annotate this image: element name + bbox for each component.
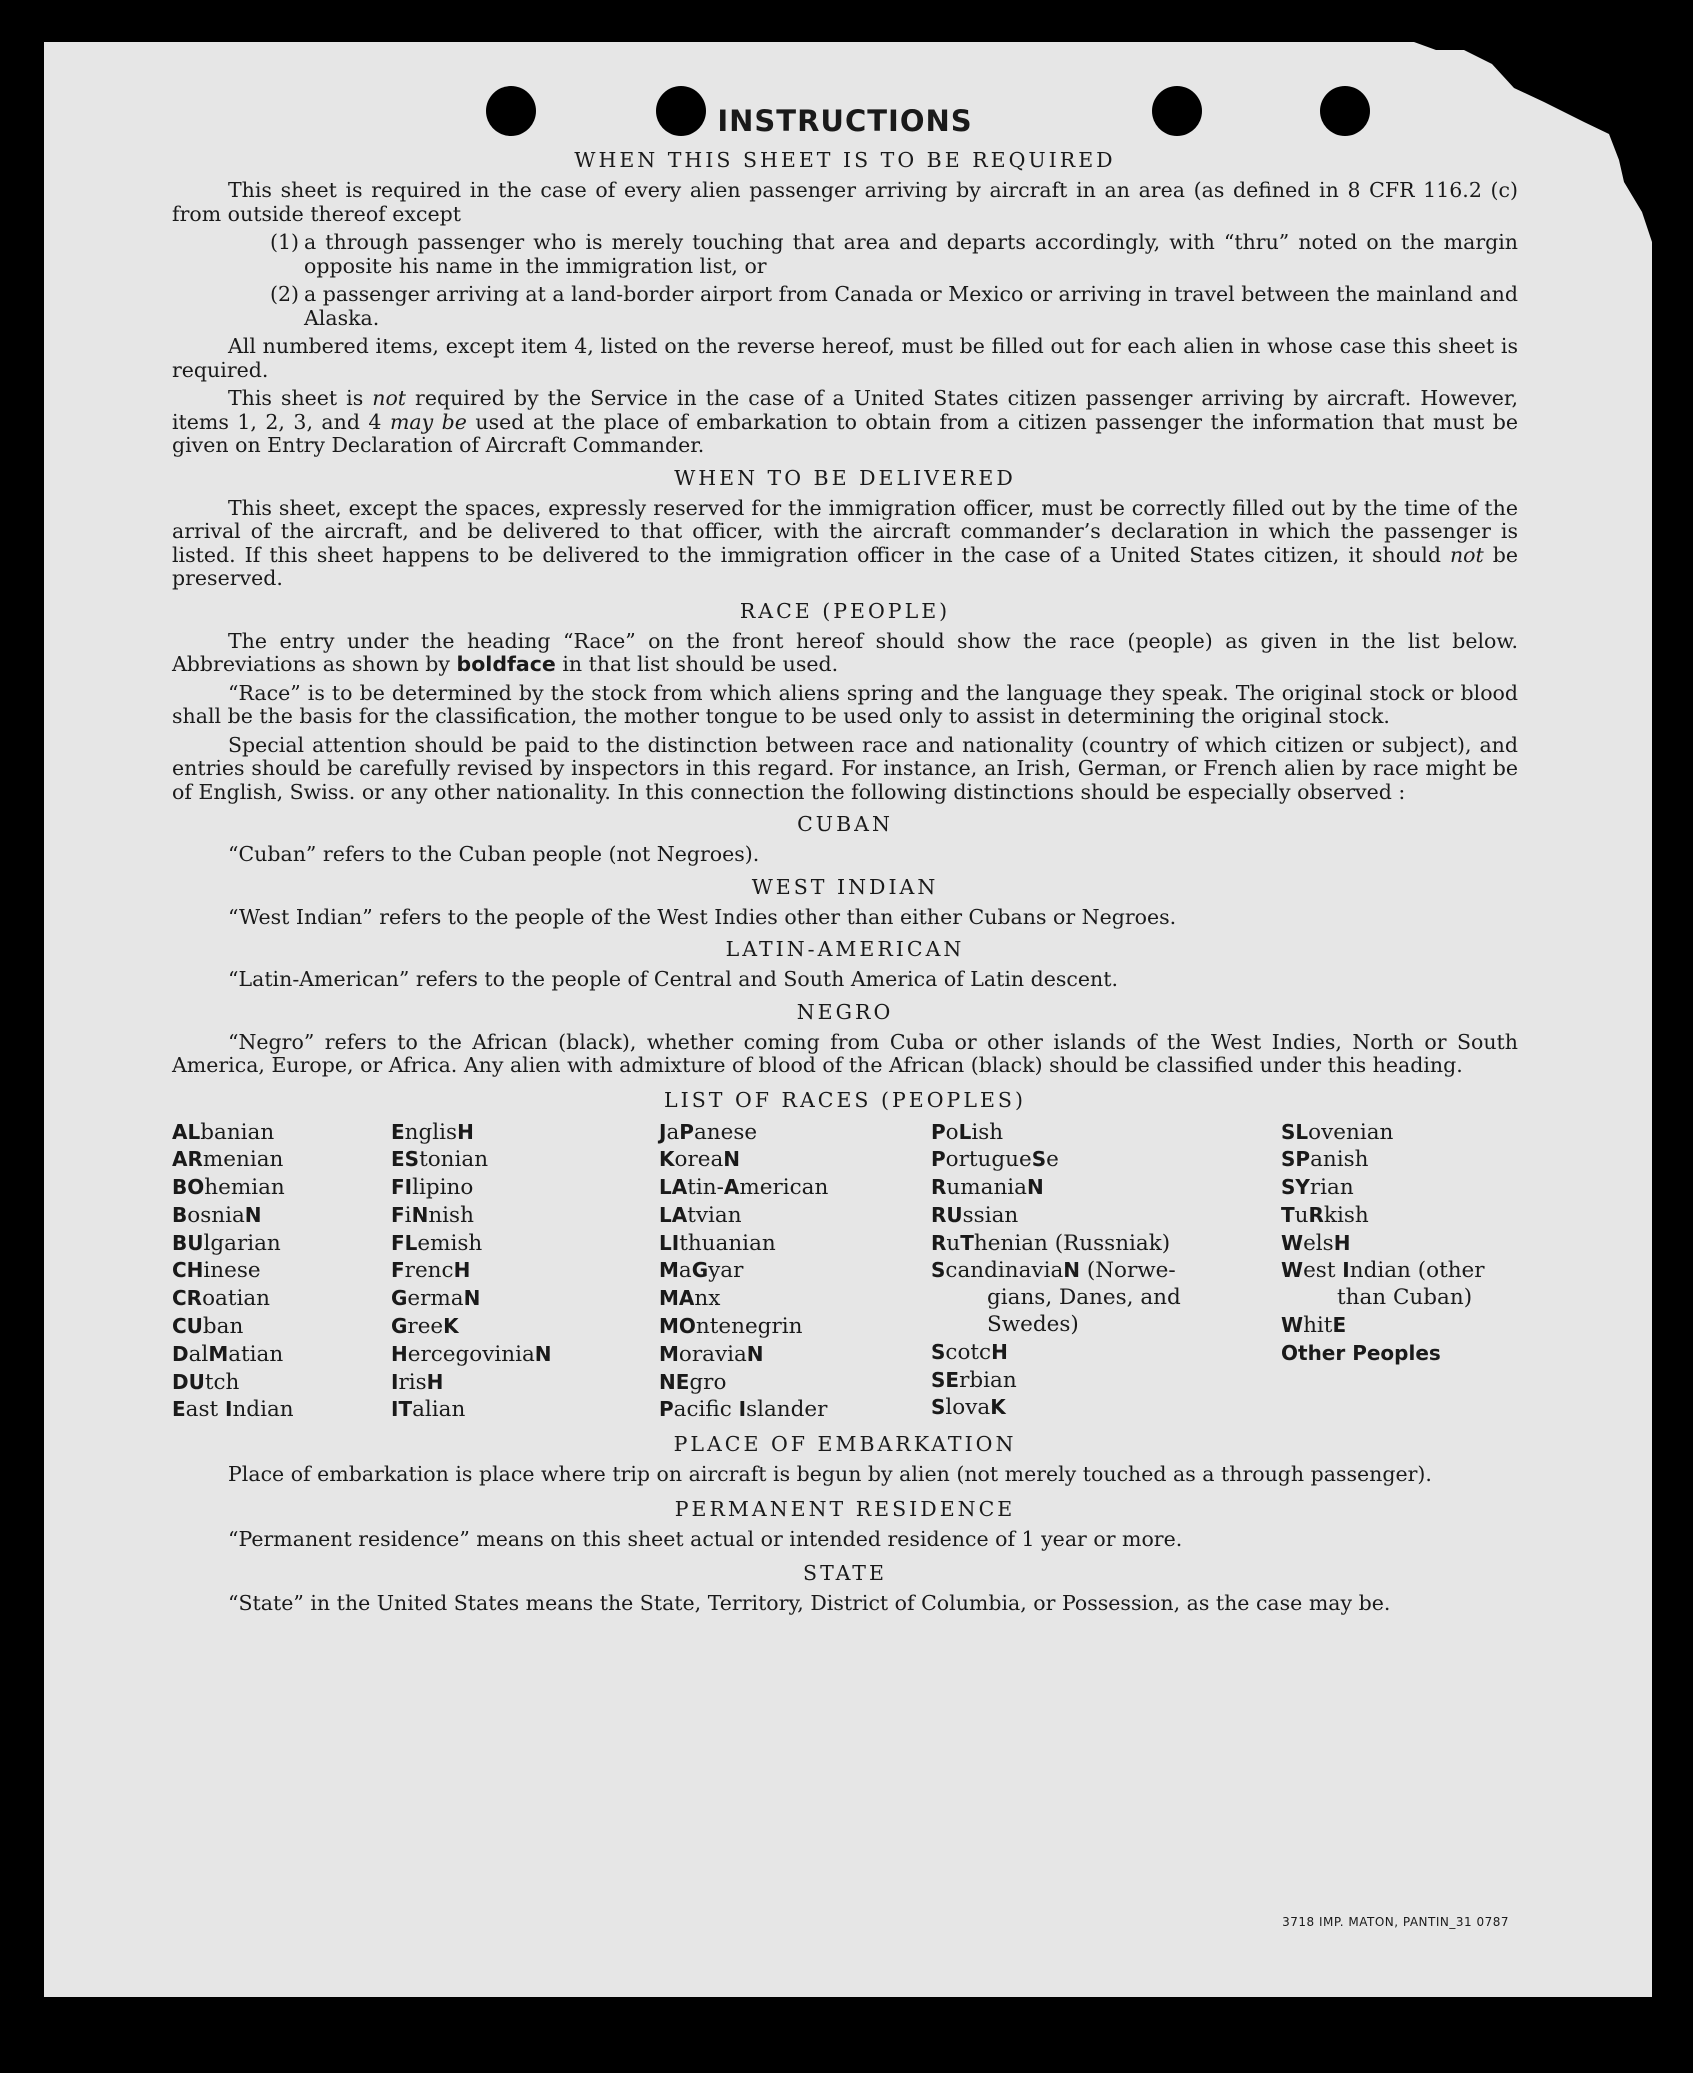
section-heading-race: RACE (PEOPLE): [739, 598, 951, 623]
race-entry: FLemish: [391, 1230, 483, 1256]
paragraph: “Permanent residence” means on this sheet actual or intended residence of 1 year or more.: [228, 1526, 1183, 1551]
race-entry: BOhemian: [172, 1175, 285, 1201]
paragraph: All numbered items, except item 4, listed on the reverse hereof, must be filled out for each alien in whose case this sheet is required.: [172, 334, 1518, 382]
races-column: [172, 1119, 391, 1425]
race-entry: DalMatian: [172, 1341, 284, 1367]
races-column: [931, 1119, 1281, 1425]
race-entry: SLovenian: [1281, 1119, 1394, 1145]
races-column: [391, 1119, 659, 1425]
list-item: (1) a through passenger who is merely touching that area and departs accordingly, with “thru” noted on the margin opposite his name in the immigration list, or: [270, 230, 1518, 278]
race-entry: Swedes): [987, 1312, 1079, 1338]
paragraph: This sheet, except the spaces, expressly reserved for the immigration officer, must be correctly filled out by the time of the arrival of the aircraft, and be delivered to that officer, with the aircraft commander’s declaration in which the passenger is listed. If this sheet happens to be delivered to the immigration officer in the case of a United States citizen, it should not be preserved.: [172, 495, 1518, 590]
race-entry: RumaniaN: [931, 1175, 1044, 1201]
race-entry: RUssian: [931, 1202, 1019, 1228]
race-entry: East Indian: [172, 1397, 294, 1423]
section-heading-negro: NEGRO: [796, 999, 894, 1024]
instructions-content: [172, 104, 1518, 1621]
paragraph: “West Indian” refers to the people of the West Indies other than either Cubans or Negroes.: [228, 904, 1177, 929]
race-entry: LAtvian: [659, 1202, 742, 1228]
race-entry: ARmenian: [172, 1147, 284, 1173]
section-heading-west-indian: WEST INDIAN: [751, 874, 939, 899]
races-list: [172, 1119, 1518, 1425]
list-item: (2) a passenger arriving at a land-border airport from Canada or Mexico or arriving in travel between the mainland and Alaska.: [270, 282, 1518, 330]
race-entry: ScandinaviaN (Norwe-: [931, 1258, 1176, 1284]
race-entry: NEgro: [659, 1369, 727, 1395]
race-entry: IrisH: [391, 1369, 444, 1395]
race-entry: CRoatian: [172, 1286, 271, 1312]
race-entry: LAtin-American: [659, 1175, 829, 1201]
race-entry: EStonian: [391, 1147, 489, 1173]
races-column: [659, 1119, 931, 1425]
race-entry: FIlipino: [391, 1175, 474, 1201]
race-entry: DUtch: [172, 1369, 240, 1395]
race-entry: than Cuban): [1337, 1285, 1473, 1311]
race-entry: ScotcH: [931, 1339, 1008, 1365]
race-entry: JaPanese: [659, 1119, 758, 1145]
race-entry: MoraviaN: [659, 1341, 764, 1367]
race-entry: SYrian: [1281, 1175, 1354, 1201]
race-entry: FrencH: [391, 1258, 471, 1284]
paragraph: “Race” is to be determined by the stock from which aliens spring and the language they speak. The original stock or blood shall be the basis for the classification, the mother tongue to be used only to assist in determining the original stock.: [172, 680, 1518, 728]
printer-footer: 3718 IMP. MATON, PANTIN_31 0787: [1282, 1915, 1509, 1929]
race-entry: ALbanian: [172, 1119, 275, 1145]
paragraph: This sheet is not required by the Service in the case of a United States citizen passenger arriving by aircraft. However, items 1, 2, 3, and 4 may be used at the place of embarkation to obtain from a citizen passenger the information that must be given on Entry Declaration of Aircraft Commander.: [172, 386, 1518, 457]
section-heading-cuban: CUBAN: [797, 812, 893, 836]
race-entry: RuThenian (Russniak): [931, 1230, 1171, 1256]
race-entry: TuRkish: [1281, 1202, 1369, 1228]
race-entry: LIthuanian: [659, 1230, 776, 1256]
races-column: [1281, 1119, 1518, 1425]
paragraph: The entry under the heading “Race” on the front hereof should show the race (people) as given in the list below. Abbreviations as shown by boldface in that list should be used.: [172, 628, 1518, 676]
section-heading-when-delivered: WHEN TO BE DELIVERED: [674, 465, 1016, 490]
page-title: INSTRUCTIONS: [717, 104, 973, 138]
paragraph: Place of embarkation is place where trip on aircraft is begun by alien (not merely touched as a through passenger).: [228, 1462, 1432, 1487]
race-entry: PoLish: [931, 1119, 1004, 1145]
section-heading-state: STATE: [803, 1561, 887, 1586]
paragraph: “State” in the United States means the State, Territory, District of Columbia, or Possession, as the case may be.: [228, 1591, 1391, 1616]
race-entry: EnglisH: [391, 1119, 474, 1145]
race-entry: MaGyar: [659, 1258, 744, 1284]
race-entry: SPanish: [1281, 1147, 1369, 1173]
race-entry: West Indian (other: [1281, 1258, 1485, 1284]
race-entry: BosniaN: [172, 1202, 262, 1228]
race-entry: SlovaK: [931, 1395, 1006, 1421]
section-heading-embarkation: PLACE OF EMBARKATION: [673, 1432, 1017, 1457]
race-entry: SErbian: [931, 1367, 1017, 1393]
race-entry: GreeK: [391, 1314, 459, 1340]
race-entry: Pacific Islander: [659, 1397, 828, 1423]
paragraph: “Latin-American” refers to the people of Central and South America of Latin descent.: [228, 967, 1118, 991]
race-entry: Other Peoples: [1281, 1340, 1441, 1365]
race-entry: ITalian: [391, 1397, 466, 1423]
race-entry: CHinese: [172, 1258, 261, 1284]
race-entry: MOntenegrin: [659, 1314, 803, 1340]
section-heading-list-of-races: LIST OF RACES (PEOPLES): [664, 1087, 1026, 1112]
race-entry: WelsH: [1281, 1230, 1351, 1256]
race-entry: KoreaN: [659, 1147, 741, 1173]
section-heading-residence: PERMANENT RESIDENCE: [674, 1496, 1016, 1521]
paragraph: “Negro” refers to the African (black), whether coming from Cuba or other islands of the West Indies, North or South America, Europe, or Africa. Any alien with admixture of blood of the African (black) should be classified under this heading.: [172, 1029, 1518, 1077]
race-entry: BUlgarian: [172, 1230, 281, 1256]
race-entry: FiNnish: [391, 1202, 474, 1228]
paragraph: “Cuban” refers to the Cuban people (not Negroes).: [228, 842, 760, 866]
section-heading-when-required: WHEN THIS SHEET IS TO BE REQUIRED: [574, 148, 1116, 172]
race-entry: GermaN: [391, 1286, 481, 1312]
race-entry: WhitE: [1281, 1313, 1347, 1339]
race-entry: HercegoviniaN: [391, 1341, 552, 1367]
paragraph: Special attention should be paid to the distinction between race and nationality (country of which citizen or subject), and entries should be carefully revised by inspectors in this regard. For instance, an Irish, German, or French alien by race might be of English, Swiss. or any other nationality. In this connection the following distinctions should be especially observed :: [172, 732, 1518, 804]
race-entry: CUban: [172, 1314, 244, 1340]
paragraph: This sheet is required in the case of every alien passenger arriving by aircraft in an area (as defined in 8 CFR 116.2 (c) from outside thereof except: [172, 178, 1518, 226]
race-entry: MAnx: [659, 1286, 721, 1312]
race-entry: gians, Danes, and: [987, 1285, 1181, 1311]
race-entry: PortugueSe: [931, 1147, 1059, 1173]
section-heading-latin-american: LATIN-AMERICAN: [725, 937, 965, 961]
